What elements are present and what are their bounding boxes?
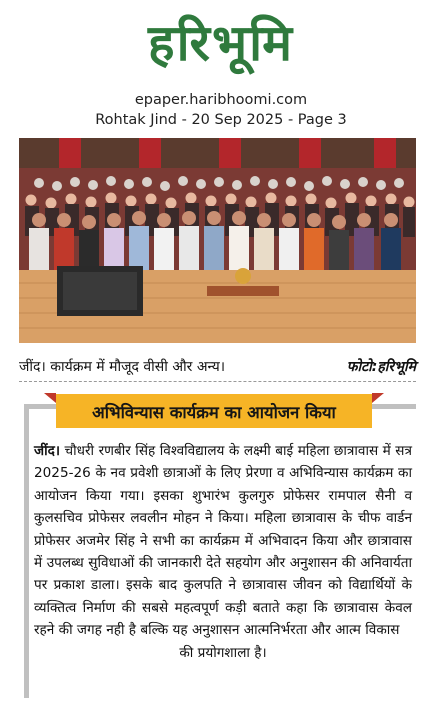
article-body bbox=[34, 440, 412, 664]
article-dateline: जींद। bbox=[34, 443, 60, 459]
photo-caption: जींद। कार्यक्रम में मौजूद वीसी और अन्य। bbox=[19, 358, 226, 375]
edition-site[interactable]: epaper.haribhoomi.com bbox=[134, 92, 308, 108]
article-body-text: चौधरी रणबीर सिंह विश्वविद्यालय के लक्ष्मी बाई महिला छात्रावास में सत्र 2025-26 के नव प्रवेशी छात्राओं के लिए प्रेरणा व अभिविन्यास कार्यक्रम का आयोजन किया गया। इसका शुभारंभ कुलगुरु प्रोफेसर रामपाल सैनी व कुलसचिव प्रोफेसर लवलीन मोहन ने किया। महिला छात्रावास के चीफ वार्डन प्रोफेसर अजमेर सिंह ने सभी का कार्यक्रम में अभिवादन किया और छात्रावास में उपलब्ध सुविधाओं की जानकारी देते सहयोग और अनुशासन की अनिवार्यता पर प्रकाश डाला। इसके बाद कुलपति ने छात्रावास जीवन को विद्यार्थियों के व्यक्तित्व निर्माण की सबसे महत्वपूर्ण कड़ी बताते कहा कि छात्रावास केवल रहने की जगह नही है बल्कि यह अनुशासन आत्मनिर्भरता और आत्म विकास bbox=[34, 443, 412, 639]
divider bbox=[19, 381, 416, 382]
banner-flag-right-icon bbox=[372, 393, 384, 403]
photo-caption-row bbox=[19, 354, 416, 378]
photo-credit: फोटो:हरिभूमि bbox=[346, 358, 416, 375]
edition-line: Rohtak Jind - 20 Sep 2025 - Page 3 bbox=[95, 112, 347, 128]
headline-banner bbox=[56, 394, 372, 428]
group-photo-icon bbox=[19, 138, 416, 343]
article-headline: अभिविन्यास कार्यक्रम का आयोजन किया bbox=[56, 394, 372, 428]
newspaper-logo: हरिभूमि bbox=[148, 14, 294, 72]
banner-flag-left-icon bbox=[44, 393, 56, 403]
masthead bbox=[0, 0, 442, 86]
event-photo bbox=[19, 138, 416, 343]
article-last-line: की प्रयोगशाला है। bbox=[179, 644, 267, 661]
